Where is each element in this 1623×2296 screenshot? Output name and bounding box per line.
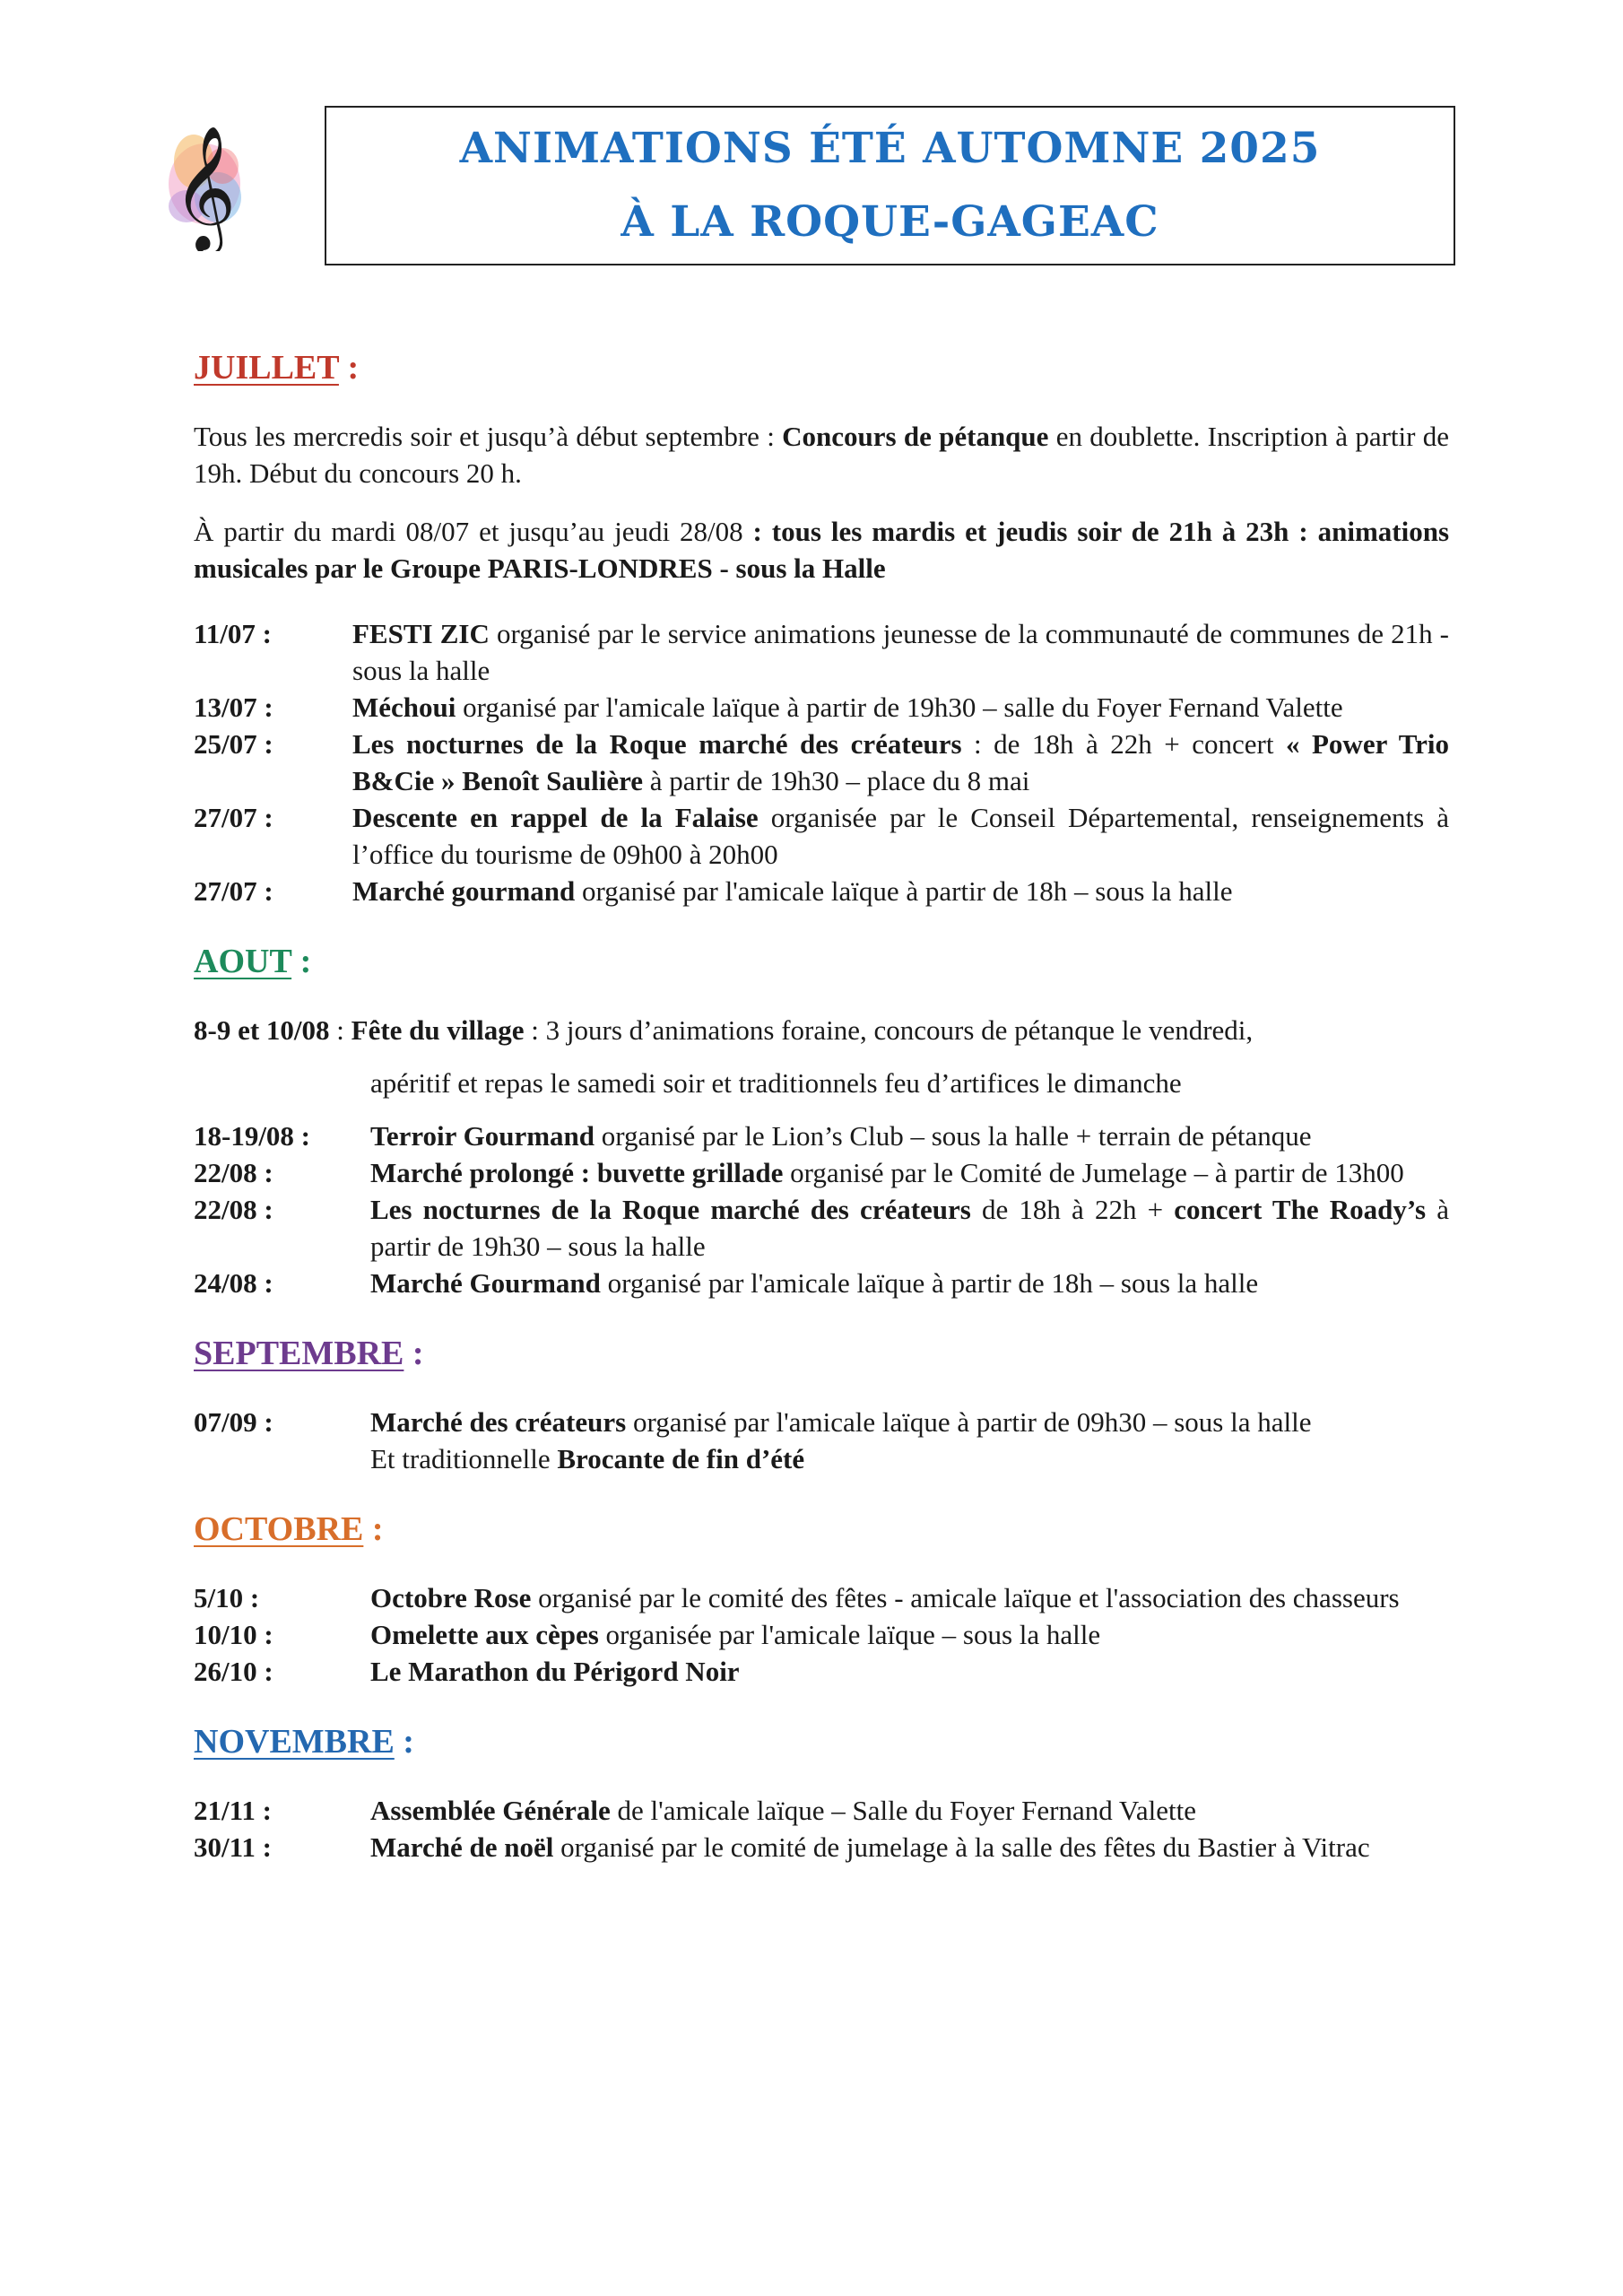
list-item: 27/07 : Descente en rappel de la Falaise organisée par le Conseil Départemental, renseignements à l’office du tourisme de 09h00 à 20h00 — [194, 802, 1449, 870]
list-item: 25/07 : Les nocturnes de la Roque marché des créateurs : de 18h à 22h + concert « Power Trio B&Cie » Benoît Saulière à partir de 19h30 – place du 8 mai — [194, 728, 1449, 796]
title-line-1: ANIMATIONS ÉTÉ AUTOMNE 2025 — [459, 124, 1321, 173]
list-item: 24/08 : Marché Gourmand organisé par l'amicale laïque à partir de 18h – sous la halle — [194, 1267, 1259, 1299]
treble-clef-icon — [151, 99, 258, 251]
october-events — [194, 1579, 1449, 1690]
list-item: 10/10 : Omelette aux cèpes organisée par l'amicale laïque – sous la halle — [194, 1619, 1101, 1650]
list-item: 22/08 : Marché prolongé : buvette grillade organisé par le Comité de Jumelage – à partir de 13h00 — [194, 1157, 1404, 1188]
july-events — [194, 615, 1449, 909]
september-events — [194, 1404, 1449, 1477]
month-heading-november: NOVEMBRE : — [194, 1723, 414, 1761]
title-line-2: À LA ROQUE-GAGEAC — [621, 197, 1159, 247]
svg-text:𝄞: 𝄞 — [172, 126, 237, 250]
list-item: 26/10 : Le Marathon du Périgord Noir — [194, 1656, 740, 1687]
list-item: 18-19/08 : Terroir Gourmand organisé par le Lion’s Club – sous la halle + terrain de pétanque — [194, 1120, 1312, 1152]
november-events — [194, 1792, 1449, 1866]
list-item: 07/09 : Marché des créateurs organisé par l'amicale laïque à partir de 09h30 – sous la halle Et traditionnelle Brocante de fin d’été — [194, 1406, 1312, 1474]
title-box — [325, 106, 1455, 265]
august-events — [194, 1012, 1449, 1301]
july-petanque-paragraph: Tous les mercredis soir et jusqu’à début septembre : Concours de pétanque en doublette. Inscription à partir de 19h. Début du concours 20 h. — [194, 421, 1449, 489]
list-item: 13/07 : Méchoui organisé par l'amicale laïque à partir de 19h30 – salle du Foyer Fernand Valette — [194, 691, 1343, 723]
list-item: 11/07 : FESTI ZIC organisé par le service animations jeunesse de la communauté de communes de 21h - sous la halle — [194, 618, 1450, 686]
month-heading-august: AOUT : — [194, 943, 312, 980]
list-item: 8-9 et 10/08 : Fête du village : 3 jours d’animations foraine, concours de pétanque le vendredi, — [194, 1014, 1254, 1046]
list-item: 5/10 : Octobre Rose organisé par le comité des fêtes - amicale laïque et l'association des chasseurs — [194, 1582, 1400, 1613]
list-item: 22/08 : Les nocturnes de la Roque marché des créateurs de 18h à 22h + concert The Roady’s à partir de 19h30 – sous la halle — [194, 1194, 1449, 1262]
month-heading-july: JUILLET : — [194, 349, 360, 387]
list-item: 27/07 : Marché gourmand organisé par l'amicale laïque à partir de 18h – sous la halle — [194, 875, 1233, 907]
july-music-paragraph: À partir du mardi 08/07 et jusqu’au jeudi 28/08 : tous les mardis et jeudis soir de 21h à 23h : animations musicales par le Groupe PARIS-LONDRES - sous la Halle — [194, 516, 1450, 584]
list-item: 21/11 : Assemblée Générale de l'amicale laïque – Salle du Foyer Fernand Valette — [194, 1795, 1196, 1826]
list-item: 30/11 : Marché de noël organisé par le comité de jumelage à la salle des fêtes du Bastier à Vitrac — [194, 1831, 1370, 1863]
month-heading-september: SEPTEMBRE : — [194, 1335, 424, 1372]
month-heading-october: OCTOBRE : — [194, 1510, 384, 1548]
list-item-continuation: apéritif et repas le samedi soir et traditionnels feu d’artifices le dimanche — [370, 1067, 1182, 1099]
events-content — [194, 348, 1449, 1898]
